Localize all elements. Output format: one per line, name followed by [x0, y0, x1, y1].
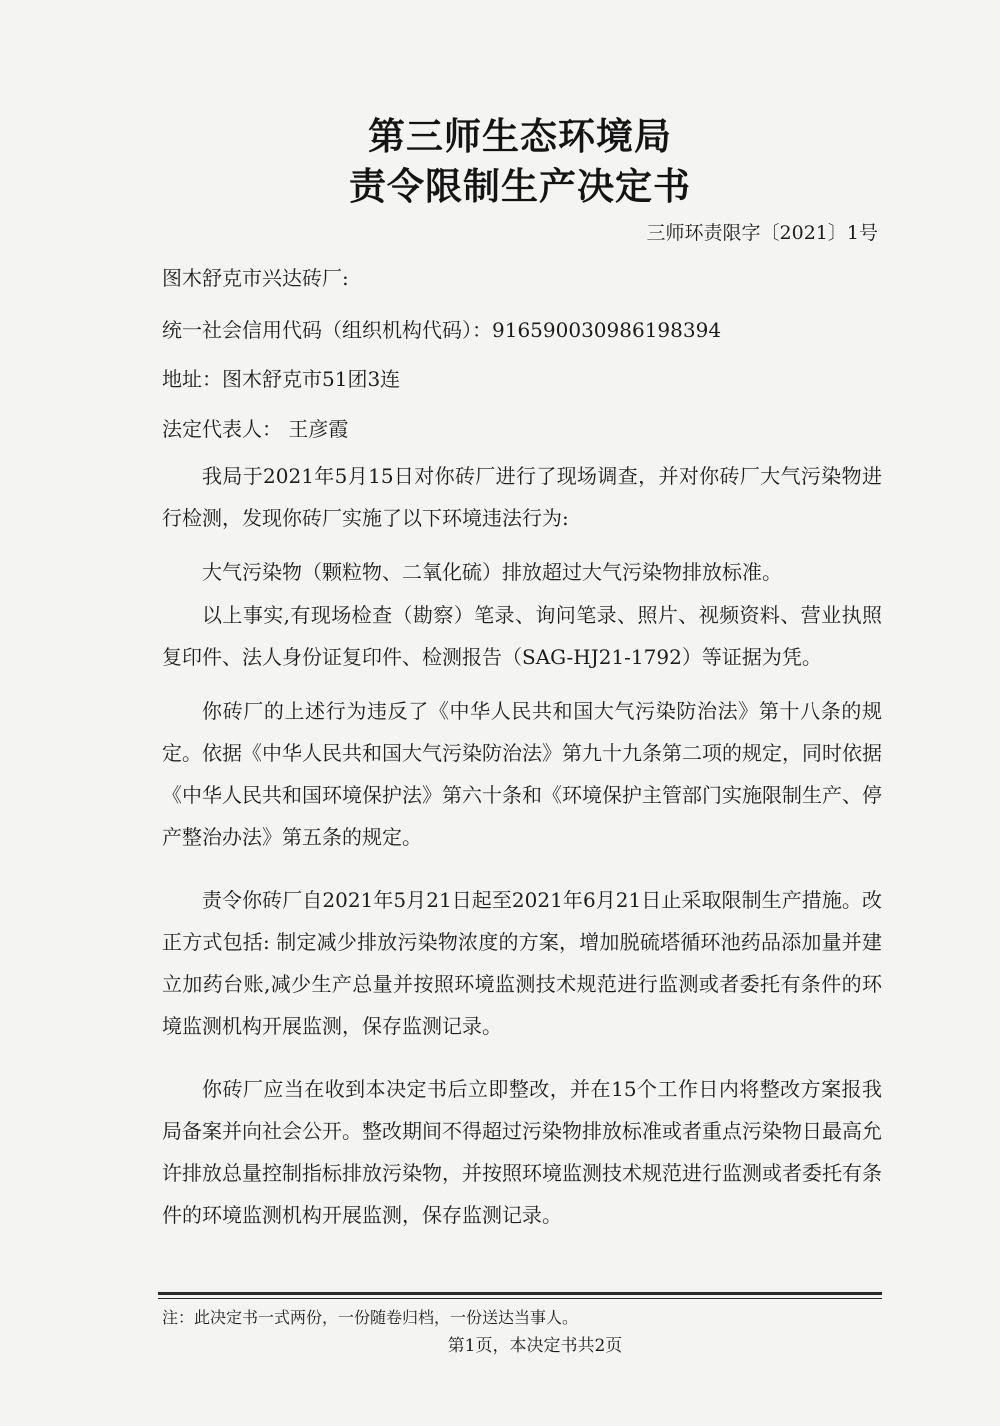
footer-divider-thin	[158, 1298, 882, 1299]
legal-representative: 法定代表人： 王彦霞	[162, 417, 349, 441]
page-number: 第1页，本决定书共2页	[447, 1336, 623, 1356]
paragraph-investigation: 我局于2021年5月15日对你砖厂进行了现场调查，并对你砖厂大气污染物进行检测，发现你砖厂实施了以下环境违法行为:	[162, 464, 882, 530]
paragraph-order: 责令你砖厂自2021年5月21日起至2021年6月21日止采取限制生产措施。改正方式包括: 制定减少排放污染物浓度的方案，增加脱硫塔循环池药品添加量并建立加药台账,减少生产总量并按照环境监测技术规范进行监测或者委托有条件的环境监测机构开展监测，保存监测记录。	[162, 888, 882, 1038]
footer-note: 注：此决定书一式两份，一份随卷归档，一份送达当事人。	[162, 1308, 579, 1327]
recipient-address: 地址：图木舒克市51团3连	[162, 367, 401, 391]
document-number: 三师环责限字〔2021〕1号	[646, 222, 878, 244]
recipient-name: 图木舒克市兴达砖厂:	[162, 266, 349, 290]
paragraph-evidence: 以上事实,有现场检查（勘察）笔录、询问笔录、照片、视频资料、营业执照复印件、法人身份证复印件、检测报告（SAG-HJ21-1792）等证据为凭。	[162, 603, 882, 669]
paragraph-rectification: 你砖厂应当在收到本决定书后立即整改，并在15个工作日内将整改方案报我局备案并向社会公开。整改期间不得超过污染物排放标准或者重点污染物日最高允许排放总量控制指标排放污染物，并按照环境监测技术规范进行监测或者委托有条件的环境监测机构开展监测，保存监测记录。	[162, 1077, 882, 1227]
document-title-agency: 第三师生态环境局	[368, 115, 672, 158]
document-title-type: 责令限制生产决定书	[349, 165, 691, 208]
paragraph-legal-basis: 你砖厂的上述行为违反了《中华人民共和国大气污染防治法》第十八条的规定。依据《中华人民共和国大气污染防治法》第九十九条第二项的规定，同时依据《中华人民共和国环境保护法》第六十条和《环境保护主管部门实施限制生产、停产整治办法》第五条的规定。	[162, 699, 882, 849]
paragraph-violation: 大气污染物（颗粒物、二氧化硫）排放超过大气污染物排放标准。	[202, 560, 782, 584]
footer-divider	[158, 1292, 882, 1295]
credit-code: 统一社会信用代码（组织机构代码）：91659003098619839​4	[162, 318, 722, 342]
